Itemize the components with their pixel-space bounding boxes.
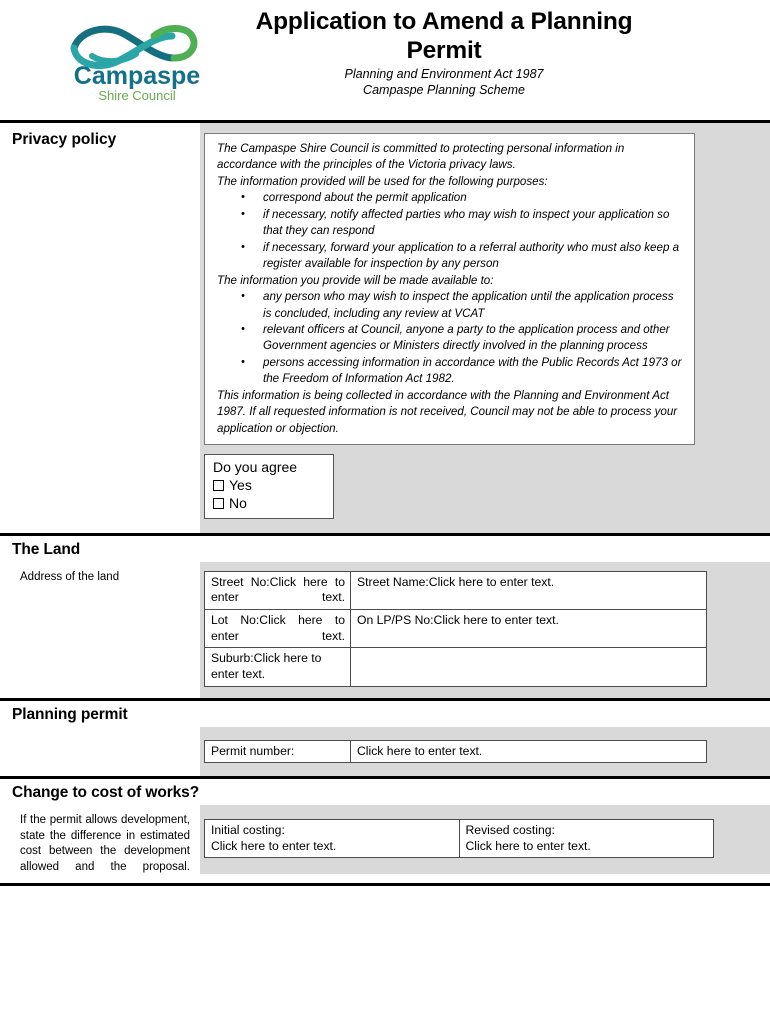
land-table-wrapper	[204, 571, 707, 687]
lp-ps-no-field[interactable]: On LP/PS No:Click here to enter text.	[351, 610, 707, 648]
section-closing-rule	[0, 883, 770, 886]
street-no-field[interactable]: Street No:Click here to enter text.	[205, 571, 351, 609]
cost-of-works-body	[0, 805, 770, 883]
planning-permit-grey-panel	[200, 727, 770, 777]
agree-no-option[interactable]	[213, 495, 325, 513]
revised-costing-field[interactable]: Click here to enter text.	[465, 838, 591, 853]
table-row	[205, 610, 707, 648]
title-block	[232, 8, 656, 99]
act-subtitle: Planning and Environment Act 1987	[344, 66, 544, 81]
list-item: • relevant officers at Council, anyone a party to the application process and other Government agencies or Ministers directly involved in the planning process	[263, 322, 684, 355]
list-item: • if necessary, forward your application to a referral authority who must also keep a register available for inspection by any person	[263, 240, 684, 273]
costing-table	[204, 819, 714, 858]
section-change-to-cost-of-works	[0, 776, 770, 886]
table-row	[205, 820, 714, 858]
the-land-grey-panel	[200, 562, 770, 698]
scheme-subtitle: Campaspe Planning Scheme	[363, 83, 525, 98]
privacy-statement-box	[204, 133, 695, 445]
permit-number-table	[204, 740, 707, 764]
list-item: • correspond about the permit application	[263, 190, 684, 206]
land-address-table	[204, 571, 707, 687]
privacy-heading: Privacy policy	[12, 131, 117, 148]
agree-no-label: No	[229, 494, 247, 511]
agree-yes-label: Yes	[229, 477, 252, 494]
checkbox-yes[interactable]	[213, 480, 224, 491]
cost-of-works-heading: Change to cost of works?	[12, 784, 200, 802]
permit-number-field[interactable]: Click here to enter text.	[351, 740, 707, 763]
privacy-grey-panel	[200, 123, 770, 533]
lot-no-field[interactable]: Lot No:Click here to enter text.	[205, 610, 351, 648]
the-land-body	[0, 562, 770, 698]
logo-wordmark: Campaspe	[73, 62, 201, 90]
privacy-intro-1: The Campaspe Shire Council is committed to protecting personal information in accordance with the principles of the Victoria privacy laws.	[217, 142, 625, 172]
do-you-agree-question: Do you agree	[213, 459, 298, 476]
privacy-body	[0, 123, 770, 533]
address-of-the-land-label: Address of the land	[20, 570, 120, 583]
street-name-field[interactable]: Street Name:Click here to enter text.	[351, 571, 707, 609]
planning-permit-spacer	[0, 727, 200, 743]
planning-permit-body	[0, 727, 770, 777]
initial-costing-label: Initial costing:	[211, 823, 285, 838]
privacy-available-intro: The information you provide will be made available to:	[217, 273, 494, 287]
section-privacy-policy	[0, 120, 770, 533]
do-you-agree-box	[204, 454, 334, 519]
table-row	[205, 571, 707, 609]
list-item: • any person who may wish to inspect the application until the application process is concluded, including any review at VCAT	[263, 289, 684, 322]
document-header	[0, 0, 770, 120]
privacy-available-list	[217, 289, 684, 388]
the-land-heading: The Land	[12, 540, 81, 558]
logo-subtext: Shire Council	[98, 88, 176, 103]
cost-of-works-grey-panel	[200, 805, 770, 874]
suburb-field[interactable]: Suburb:Click here to enter text.	[205, 648, 351, 686]
cost-of-works-note: If the permit allows development, state the difference in estimated cost between the development allowed and the proposal.	[20, 814, 190, 873]
permit-table-wrapper	[204, 740, 707, 764]
planning-permit-heading: Planning permit	[12, 705, 128, 723]
table-row	[205, 740, 707, 763]
checkbox-no[interactable]	[213, 498, 224, 509]
privacy-purposes-list	[217, 190, 684, 272]
cost-table-wrapper	[204, 819, 714, 858]
privacy-closing: This information is being collected in accordance with the Planning and Environment Act 1987. If all requested information is not received, Council may not be able to process your application or objection.	[217, 388, 678, 435]
campaspe-shire-council-logo	[62, 12, 212, 108]
suburb-extra-cell[interactable]	[351, 648, 707, 686]
section-planning-permit	[0, 698, 770, 777]
privacy-intro-2: The information provided will be used for the following purposes:	[217, 174, 548, 188]
revised-costing-label: Revised costing:	[465, 823, 555, 838]
list-item: • if necessary, notify affected parties who may wish to inspect your application so that they can respond	[263, 207, 684, 240]
initial-costing-cell[interactable]	[205, 820, 460, 858]
table-row	[205, 648, 707, 686]
agree-yes-option[interactable]	[213, 477, 325, 495]
permit-number-label: Permit number:	[205, 740, 351, 763]
list-item: • persons accessing information in accordance with the Public Records Act 1973 or the Freedom of Information Act 1982.	[263, 355, 684, 388]
revised-costing-cell[interactable]	[459, 820, 714, 858]
page-title: Application to Amend a Planning Permit	[255, 8, 633, 64]
initial-costing-field[interactable]: Click here to enter text.	[211, 838, 337, 853]
section-the-land	[0, 533, 770, 698]
